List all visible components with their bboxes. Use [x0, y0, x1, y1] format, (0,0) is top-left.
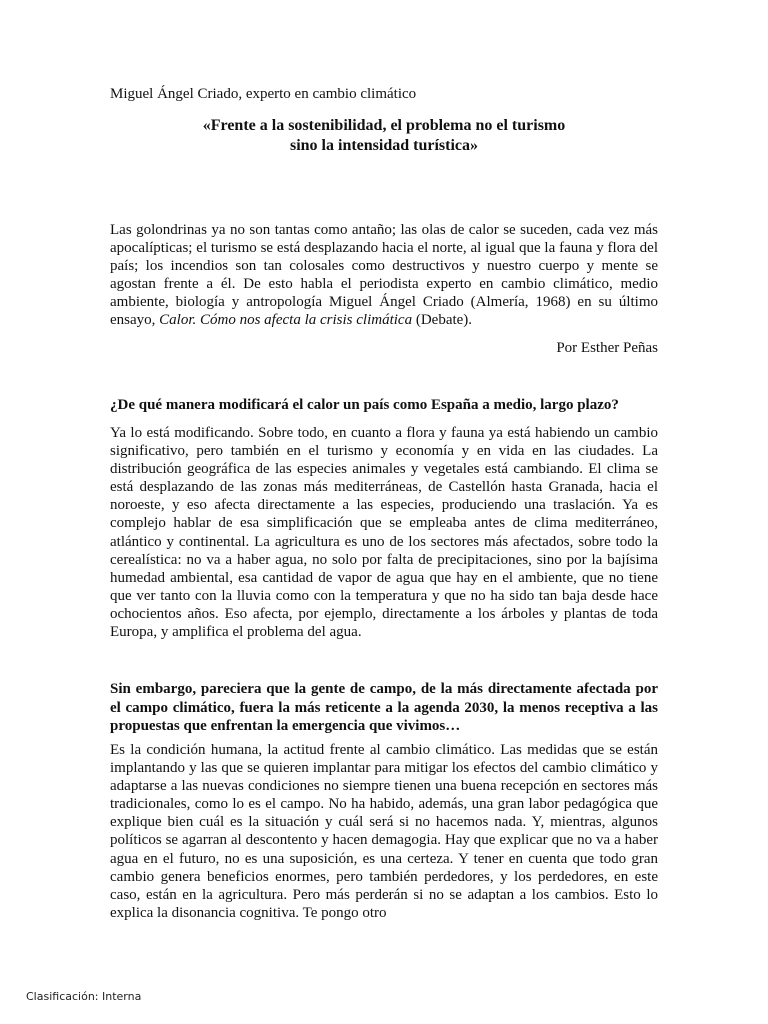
article-subtitle: Miguel Ángel Criado, experto en cambio climático — [110, 86, 417, 102]
interview-question-2: Sin embargo, pareciera que la gente de campo, de la más directamente afectada por el campo climático, fuera la más reticente a la agenda 2030, la menos receptiva a las propuestas que enfrentan la emergencia que vivimos… — [110, 681, 658, 734]
interview-answer-1: Ya lo está modificando. Sobre todo, en cuanto a flora y fauna ya está habiendo un cambio significativo, pero también en el turismo y economía y en vida en las ciudades. La distribución geográfica de las especies animales y vegetales está cambiando. El clima se está desplazando de las zonas más mediterráneas, de Castellón hasta Granada, hacia el noroeste, y eso afecta directamente a las especies, produciendo una traslación. Ya es complejo hablar de esa simplificación que se empleaba antes de clima mediterráneo, atlántico y continental. La agricultura es uno de los sectores más afectados, sobre todo la cerealística: no va a haber agua, no solo por falta de precipitaciones, sino por la bajísima humedad ambiental, esa cantidad de vapor de agua que hay en el ambiente, que no tiene que ver tanto con la lluvia como con la temperatura y que no ha sido tan baja desde hace ochocientos años. Eso afecta, por ejemplo, directamente a los árboles y plantas de toda Europa, y amplifica el problema del agua. — [110, 425, 658, 641]
intro-paragraph — [110, 221, 658, 330]
intro-text: Las golondrinas ya no son tantas como antaño; las olas de calor se suceden, cada vez más apocalípticas; el turismo se está desplazando hacia el norte, al igual que la fauna y flora del país; los incendios son tan colosales como destructivos y nuestro cuerpo y mente se agostan frente a él. De esto habla el periodista experto en cambio climático, medio ambiente, biología y antropología Miguel Ángel Criado (Almería, 1968) en su último ensayo, — [110, 222, 658, 329]
classification-label: Clasificación: Interna — [26, 990, 142, 1003]
interview-answer-2: Es la condición humana, la actitud frente al cambio climático. Las medidas que se están implantando y las que se quieren implantar para mitigar los efectos del cambio climático y adaptarse a las nuevas condiciones no siempre tienen una buena recepción en sectores más tradicionales, como lo es el campo. No ha habido, además, una gran labor pedagógica que explique bien cuál es la situación y cuál será si no hacemos nada. Y, mientras, algunos políticos se agarran al descontento y hacen demagogia. Hay que explicar que no va a haber agua en el futuro, no es una suposición, es una certeza. Y tener en cuenta que todo gran cambio genera beneficios enormes, pero también perdedores, y los perdedores, en este caso, están en la agricultura. Pero más perderán si no se adaptan a los cambios. Esto lo explica la disonancia cognitiva. Te pongo otro — [110, 742, 658, 921]
book-title: Calor. Cómo nos afecta la crisis climática — [159, 312, 413, 329]
byline: Por Esther Peñas — [556, 340, 658, 356]
interview-question-1: ¿De qué manera modificará el calor un país como España a medio, largo plazo? — [110, 397, 619, 413]
intro-publisher: (Debate). — [412, 312, 473, 329]
headline-line-1: «Frente a la sostenibilidad, el problema no el turismo — [202, 117, 566, 134]
article-headline — [110, 116, 658, 156]
headline-line-2: sino la intensidad turística» — [289, 137, 479, 154]
